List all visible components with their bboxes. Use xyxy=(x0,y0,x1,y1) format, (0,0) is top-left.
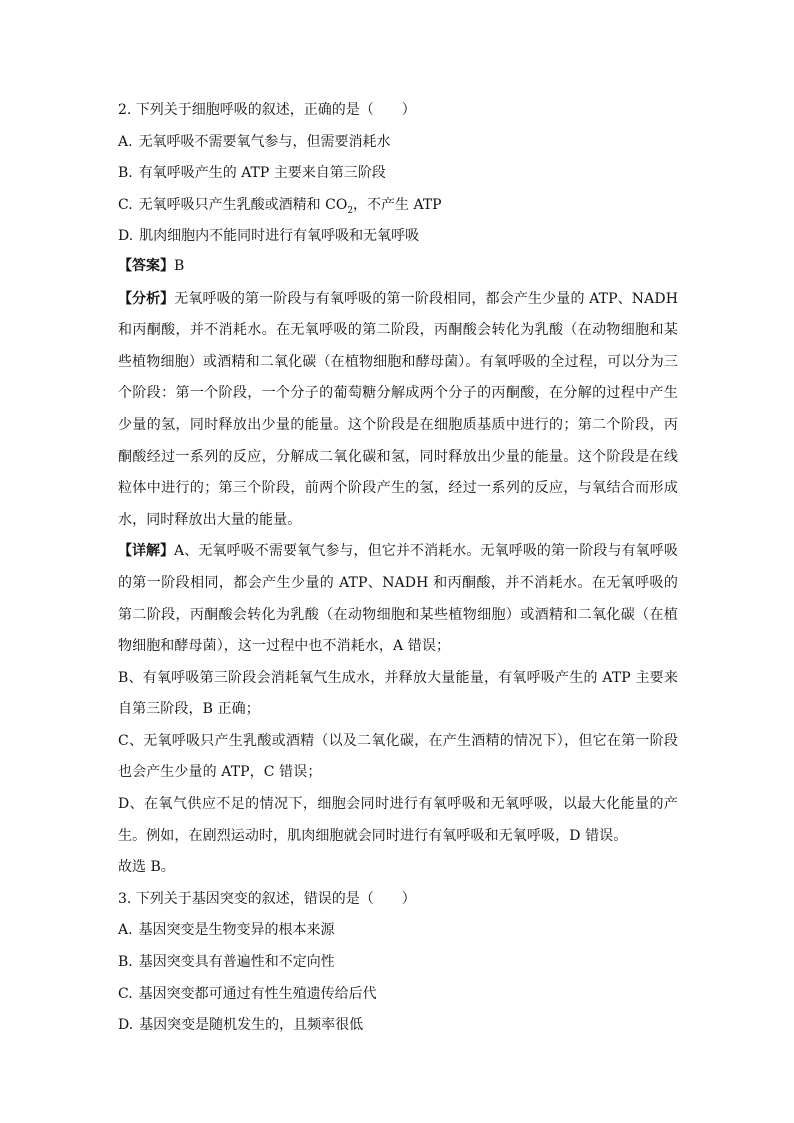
question-3 xyxy=(118,884,678,1042)
option-letter: D. xyxy=(118,228,134,245)
option-letter: A. xyxy=(118,133,133,150)
detail-a-paragraph xyxy=(118,536,678,662)
option-letter: B. xyxy=(118,165,133,182)
option-text: 无氧呼吸不需要氧气参与，但需要消耗水 xyxy=(138,133,391,150)
answer-tag: 【答案】 xyxy=(118,257,174,274)
option-text: 基因突变具有普遍性和不定向性 xyxy=(138,954,335,971)
detail-c-text: C、无氧呼吸只产生乳酸或酒精（以及二氧化碳，在产生酒精的情况下），但它在第一阶段也会产生少量的 ATP，C 错误； xyxy=(118,732,678,781)
option-text: 有氧呼吸产生的 ATP 主要来自第三阶段 xyxy=(138,165,386,182)
option-letter: B. xyxy=(118,954,133,971)
answer-line xyxy=(118,256,678,278)
question-2 xyxy=(118,100,678,884)
option-letter: D. xyxy=(118,1017,134,1034)
option-c xyxy=(118,195,678,217)
option-text-before: 无氧呼吸只产生乳酸或酒精和 CO xyxy=(138,196,348,213)
detail-d-paragraph xyxy=(118,789,678,852)
detail-c-paragraph xyxy=(118,726,678,789)
detail-section xyxy=(118,536,678,852)
detail-b-text: B、有氧呼吸第三阶段会消耗氧气生成水，并释放大量能量，有氧呼吸产生的 ATP 主要来自第三阶段，B 正确； xyxy=(118,669,678,718)
detail-d-text: D、在氧气供应不足的情况下，细胞会同时进行有氧呼吸和无氧呼吸，以最大化能量的产生。例如，在剧烈运动时，肌肉细胞就会同时进行有氧呼吸和无氧呼吸，D 错误。 xyxy=(118,796,678,844)
detail-tag: 【详解】 xyxy=(118,543,175,560)
option-letter: A. xyxy=(118,922,133,939)
answer-value: B xyxy=(174,257,185,274)
detail-a-text: A、无氧呼吸不需要氧气参与，但它并不消耗水。无氧呼吸的第一阶段与有氧呼吸的第一阶段相同，都会产生少量的 ATP、NADH 和丙酮酸，并不消耗水。在无氧呼吸的第二阶段，丙酮酸会转化为乳酸（在动物细胞和某些植物细胞）或酒精和二氧化碳（在植物细胞和酵母菌），这一过程中也不消耗水，A 错误； xyxy=(118,543,678,655)
subscript-2: 2 xyxy=(347,205,354,216)
option-letter: C. xyxy=(118,196,133,213)
analysis-paragraph xyxy=(118,284,678,537)
option-a xyxy=(118,132,678,154)
question-2-stem: 2. 下列关于细胞呼吸的叙述，正确的是（ ） xyxy=(118,102,416,118)
option-text: 基因突变是随机发生的，且频率很低 xyxy=(139,1017,364,1034)
option-a xyxy=(118,915,678,947)
detail-b-paragraph xyxy=(118,663,678,726)
option-text-after: ，不产生 ATP xyxy=(353,196,442,213)
analysis-text: 无氧呼吸的第一阶段与有氧呼吸的第一阶段相同，都会产生少量的 ATP、NADH 和丙酮酸，并不消耗水。在无氧呼吸的第二阶段，丙酮酸会转化为乳酸（在动物细胞和某些植物细胞）或酒精和二氧化碳（在植物细胞和酵母菌）。有氧呼吸的全过程，可以分为三个阶段：第一个阶段，一个分子的葡萄糖分解成两个分子的丙酮酸，在分解的过程中产生少量的氢，同时释放出少量的能量。这个阶段是在细胞质基质中进行的；第二个阶段，丙酮酸经过一系列的反应，分解成二氧化碳和氢，同时释放出少量的能量。这个阶段是在线粒体中进行的；第三个阶段，前两个阶段产生的氢，经过一系列的反应，与氧结合而形成水，同时释放出大量的能量。 xyxy=(118,290,679,528)
option-b xyxy=(118,947,678,979)
analysis-tag: 【分析】 xyxy=(118,290,175,307)
option-text: 基因突变是生物变异的根本来源 xyxy=(138,922,335,939)
question-3-stem: 3. 下列关于基因突变的叙述，错误的是（ ） xyxy=(118,890,416,907)
option-text: 肌肉细胞内不能同时进行有氧呼吸和无氧呼吸 xyxy=(139,228,420,245)
option-d xyxy=(118,226,678,248)
option-text: 基因突变都可通过有性生殖遗传给后代 xyxy=(138,985,377,1002)
option-b xyxy=(118,163,678,185)
option-d xyxy=(118,1010,678,1042)
document-page xyxy=(118,100,678,1042)
option-c xyxy=(118,979,678,1011)
conclusion: 故选 B。 xyxy=(118,859,175,876)
option-letter: C. xyxy=(118,985,133,1002)
